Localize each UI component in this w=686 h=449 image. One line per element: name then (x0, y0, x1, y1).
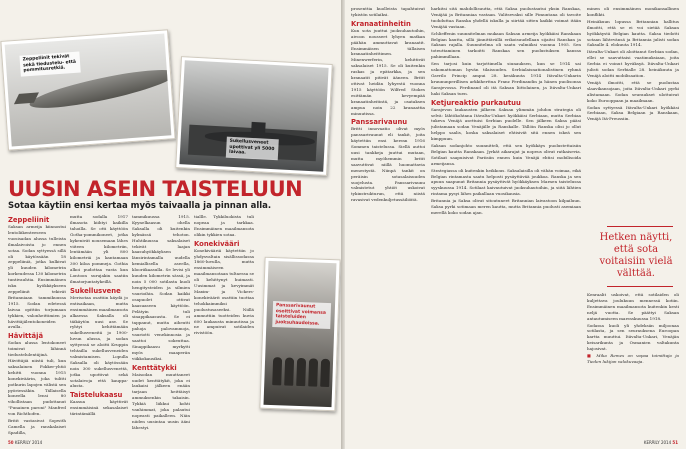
left-page (0, 0, 341, 449)
paragraph: tiallle. Tykkiluokista tuli nopeaa ja tarkkaa. Ensimmäinen maailmansota olikin tykkien sotaa. (194, 214, 254, 237)
submarine-tower-image (251, 122, 266, 135)
left-column-3 (132, 214, 190, 440)
paragraph: prosenttia kuolleista tapahtuivat tykistön sotilaiksi. (351, 6, 425, 17)
paragraph: Venäjä ilmoitti, että se puolustaa slaavikansojaan, joita Itävalta-Unkari pyrki alistamaan. Sodan seuraukset ulottuivat koko Eurooppaan ja maailmaan. (587, 79, 679, 103)
soldier-figure-image (272, 357, 282, 385)
section-heading: Kenttätykki (132, 363, 177, 372)
paragraph: Sen tarjosi kuin tarjottimella siunauksen, kun se 1914 sai uskomattoman hyvän tilaisuuden. Serbialaisnationalistinen ryhmä Gavrilo Princip ampui 28. kesäkuuta 1914 Itävalta-Unkarin kruununperillisen arkkiherttua Franz Ferdinandin ja hänen puolisonsa Sarajevossa. Ferdinand oli itä Saksan liittolainen, ja Itävalta-Unkari haki Saksan tuen. (431, 61, 581, 96)
section-heading: Hävittäjä (8, 332, 44, 341)
quote-rule-bottom (607, 286, 673, 287)
paragraph: Kenraalit uskoivat, että sotilaiden oli kuljettava joulukuun mennessä kotiin. Ensimmäinen maailmansota kuitenkin kesti neljä vuotta. Se päättyi Saksan antautumiseen marraskuussa 1918. (587, 292, 679, 321)
pull-quote: Hetken näytti, että sota voitaisiin vielä välttää. (599, 232, 673, 279)
submarine-photo (175, 56, 333, 176)
paragraph: mutta sodalla 1917 ilmasota kiihtyi kaikilla tahoilla. Se otti käyttöön Gotha-pommikoneet, jotka kykenivät nousemaan lähes viiteen kilometriin, lentämään yli 800 kilometriä ja kantamaan 300 kiloa pommeja. Gothia alkoi pudottaa vasta kun Lontoon surujakin saatiin ilmatorjuntatykeillä. (70, 214, 128, 284)
paragraph: Britit vastasivat Sopwith Camella ja ranskalaiset Spadilla, (8, 418, 66, 435)
paragraph: Sodan syttyessä Itävalta-Unkari hyökkäsi Serbiaan, Saksa Belgiaan ja Ranskaan, Venäjä Itä-Preussiin. (587, 104, 679, 122)
paragraph: Konekivääriä käytettiin jo yhdysvaltain sisällissodassa 1860-luvulla, mutta ensimmäiseen maailmansotaan tultaessa se oli kehittynyt huimasti. Uusimmat ja kevyimmät Maxim- ja Vickers-konekiväärit osattiin tuottaa tehokkaimmiksi puolustusaseeksi. Niillä ammuttiin tuotteiden kuvia 600 laukausta minuutissa ja ne ampuivat sotilaiden rivistöön. (194, 247, 254, 336)
tank-caption: Panssarivaunut osoittivat voimansa taisteluiden juoksuhaudoissa. (272, 301, 331, 329)
page-number: 51 (672, 440, 678, 445)
paragraph: Britti innovaatio olivat myös panssarivaunut eli tankit, joita käytettiin ensi kerran 1916 Sommen taistelussa. Siellä auttoi uusi tankkeja juuttui mutaan, mutta myöhemmin britit saavuttivat niillä huomattavia menestystä. Niinpä tankit on peräisin sotasalaisuuden suojelusta. Panssarivaunu valmistetut yhtiöt uskoivat tykinstrukturun, että niistä ravasivat vedenkuljetussäiliöitä. (351, 126, 425, 203)
soldier-figure-image (284, 357, 294, 385)
zeppelin-photo (0, 29, 175, 150)
paragraph: Merisotaa osattiin käydä jo entisaikaan, mutta ensimmäinen maailmansota alkaessa Saksalla oli täikäytön uusi ase. Se ryhtyi kehittämään sukellusveneitä jo 1900-luvun alussa, ja sodan syttyessä se aloitti Kruppin tehtailla sukellusveneiden valmistamisen. Lopulla Saksalla oli käytössään noin 300 sukellusvenettä, jotka upottivat sekä sotalaivoja että kauppa-alusta. (70, 294, 128, 389)
right-column-3-bottom (587, 292, 679, 438)
paragraph: tammikuussa 1915. Kyynelkaasun ohella Saksalla oli kuitenkin kylmässä tehoton. Huhtikuussa saksalaiset tekivät laajan kaasuhyökkäyksen länsirintamalla uudella kemiallisella aseella, klooriikaasulla. Se levisi yli kuuden kilometrin sässä, ja noin 5 000 sotilasta kuoli hengitysteiden ja silmien vaurioihin. Sodan kaikki osapuolet ottivat kaasuaseen käyttöön. Pelätyin tuli sinappikaasusta. Se ei tappanut, mutta aiheutti pahoja palovammoja, vauriotti venekinnosia ja saattoi sokeuttaa. Sinappikaasu myrkytti myös maaperän viikkokausiksi. (132, 214, 190, 361)
left-column-2 (70, 214, 128, 440)
paragraph: Maisodan muuttaneet uudet kenttätykit, joka ei laukaisi jälkeen enään tarjaan heittäisyt ammuksenkin takaisin. Tykkiä liikkui kohti vanhimmat, joka palautui nopeasti paikalleen. Näin niiden uusintaa uusin ääni lähestyi. (132, 371, 190, 430)
section-heading: Ketjureaktio purkautuu (431, 98, 521, 107)
paragraph: Kaasua käyttivät ensimmäisinä sekasalaiset tärintämällä (70, 399, 128, 417)
right-column-1 (351, 6, 425, 436)
right-column-2 (431, 6, 581, 436)
section-heading: Taistelukaasu (70, 391, 123, 400)
paragraph: Sarajevon laukausten jälkeen Saksan ylimmän johdon strategia oli selvä: lähtökohtana Itävalta-Unkari hyökkäisi Serbiaan, mutta Serbiaa tukeva Venäjä asettuisi Serbian puolelle. Sen jälkeen Saksa pääsi julistamaan sodan Venäjälle ja Ranskalle. Tällöin Ranska olisi jo ollut helppo saalis, koska saksalaiset ehtisivät sitä ennen iskeä sen kimppuun. (431, 106, 581, 142)
paragraph: minen oli ensimmäinen monikansallinen konflikti. (587, 6, 679, 17)
tank-trench-photo (259, 257, 340, 412)
right-page (345, 0, 686, 449)
page-number: 50 (8, 440, 14, 445)
zeppelin-caption: Zeppeliinit tekivät sekä tiedustelu- että pommitusretkiä. (19, 52, 80, 77)
left-column-4 (194, 214, 254, 440)
issue-label: KERÄILY 2014 (14, 440, 43, 445)
paragraph: Saksan armeija kiinnostui lentoliikenteeseen vuosisadan alussa tulleista ilmalaivoista jo ennen sotaa. Sodan syttyessä sillä oli käytössään 18 zeppeliiniä, jotka kulkivat yli kuuden kilometrin korkeudessa 130 kilometrin tuntivauhtia. Ensimmäinen isku hyökkäykseen zeppeliinit tekivät Britanniaan tammikuussa 1915. Sodan edetessä laivaa opittiin torjumaan tykkien, valonheittimien ja hävittäjälentokoneiden avulla. (8, 224, 66, 330)
author-credit: Mika Remes on vapaa toimittaja ja Tieden lukijan valokuvaaja. (587, 353, 679, 364)
paragraph: Britannia ja Saksa olivat sitoutuneet Britannian laivastoon kilpailuun. Saksa pyrki sotimaan meren kautta, mutta Britannia puolusti asemiaan merellä koko sodan ajan. (431, 198, 581, 215)
end-bullet-icon: ■ (587, 353, 593, 359)
section-heading: Kranaatinheitin (351, 19, 411, 28)
soldier-figure-image (308, 358, 318, 386)
paragraph: Heinäkuun lopussa Britannian hallitus ilmoitti, että se ei voi sietää Saksan hyökkäystä Belgian kautta. Saksa tiedotti sotaan lähtevänsä ja Britannia julisti sodan Saksalle 4. elokuuta 1914. (587, 18, 679, 48)
paragraph: Kun sota juuttui juoksuhautoihin, aivoon nousseet lyhyen matkan päähän ammuttavat kranaatit. Ensimmäisen tällaisen kranaatinheittimen. Minenwerferin, kehittivät saksalaiset 1915. Se oli kuitenkin raskas ja epätarkka, ja sen kranaatit pitivät ääneen. Britit ottivat heidän lyhyestä vuonna 1915 käyttöön Wilfred Stokes esittämän kevyempää kranaatinheitintä, ja osataksen ampua noin 22 kranaattia minuutissa. (351, 27, 425, 116)
page-folio (644, 440, 678, 445)
quote-rule-top (607, 226, 673, 227)
article-headline: UUSIN ASEIN TAISTELUUN (8, 177, 303, 201)
paragraph: Schlieffenin suunnitelman mukaan Saksan armeija hyökkäisi Ranskaan Belgian kautta, sillä jännittävällä erikoisuudellaan sijaitsi Ranskan ja Saksan rajalla. Suunnitelma oli saatu valmiiksi vuonna 1905. Sen toteuttaminen tarkoitti Ranskaa sen puolustuksen kanssa pahimmillaan. (431, 30, 581, 60)
article-subheadline: Sotaa käytiin ensi kertaa myös taivaalla ja pinnan alla. (8, 201, 272, 211)
section-heading: Zeppeliinit (8, 216, 50, 224)
page-folio (8, 440, 42, 445)
soldier-figure-image (296, 358, 306, 386)
right-column-3-top (587, 6, 679, 222)
left-column-1 (8, 214, 66, 440)
paragraph: Itävalta-Unkari oli aloittanut Serbian sodan, ellei se saavuttaisi vaatimuksiaan, joita Serbia ei voinut hyväksyä. Itävalta-Unkari julisti sodan Serbialle 28. heinäkuuta ja Venäjä aloitti mobilisaation. (587, 49, 679, 78)
section-heading: Panssarivaunu (351, 118, 408, 127)
paragraph: Strategiassa oli kuitenkin heikkous. Saksalaisilla oli vähän voimaa, eikä Belgian rintamasta saatu helposti pysäyttävää joukkoa. Ranska ja sen apuun saapunut Britannia pysäyttivät hyökkäyksen Marnen taistelussa syyskuussa 1914. Sotilaat kaivautuivat juoksuhautoihin, ja siitä lähtien rintama pysyi lähes paikallaan vuosikausia. (431, 167, 581, 197)
paragraph: harkitsi sitä mahdollisuutta, että Saksa puolustautui yksin Ranskaa, Venäjää ja Britanniaa vastaan. Valitsevaksi sille Pimuntana oli tavoite tuohduttaa Ranska yhdellä iskulla ja siirtää sitten kaikki voimat itään Venäjää vastaan. (431, 6, 581, 29)
section-heading: Sukellusvene (70, 286, 121, 295)
paragraph: Saksan sodanjohto suunnitteli, että sen hyökkäys puolustettaisiin Belgian kautta Ranskaan. Jyrkät aikarajat ja nopeus olivat ratkaisevia. Sotilaat saapuisivat Pariisiin ennen kuin Venäjä ehtisi mobilisoida armeijansa. (431, 143, 581, 166)
soldier-figure-image (320, 359, 330, 387)
paragraph: Sodassa kuoli yli yhdeksän miljoonaa sotilasta, ja sen seurauksena Euroopan kartta muuttui. Itävalta-Unkari, Venäjän keisarikunta ja Osmanien valtakunta hajosivat. (587, 322, 679, 352)
paragraph: Sodan alussa lentokoneet toimivat lähinnä tiedustelulentäjinä. Hävittäjiä niistä tuli, kun saksalainen Fokker-yhtiö kehitti vuonna 1915 konekiväärin, joka tulitti potkurin lapojen välistä sen pyöriessäkin. Tällaisella koneella lensi 80 vihollistaan pudottanut "Punainen paroni" Manfred von Richthofen. (8, 340, 66, 417)
issue-label: KERÄILY 2014 (643, 440, 672, 445)
author-note (587, 353, 679, 365)
submarine-caption: Sukellusveneet upottivat yli 5000 laivaa. (226, 137, 279, 160)
section-heading: Konekivääri (194, 239, 240, 248)
